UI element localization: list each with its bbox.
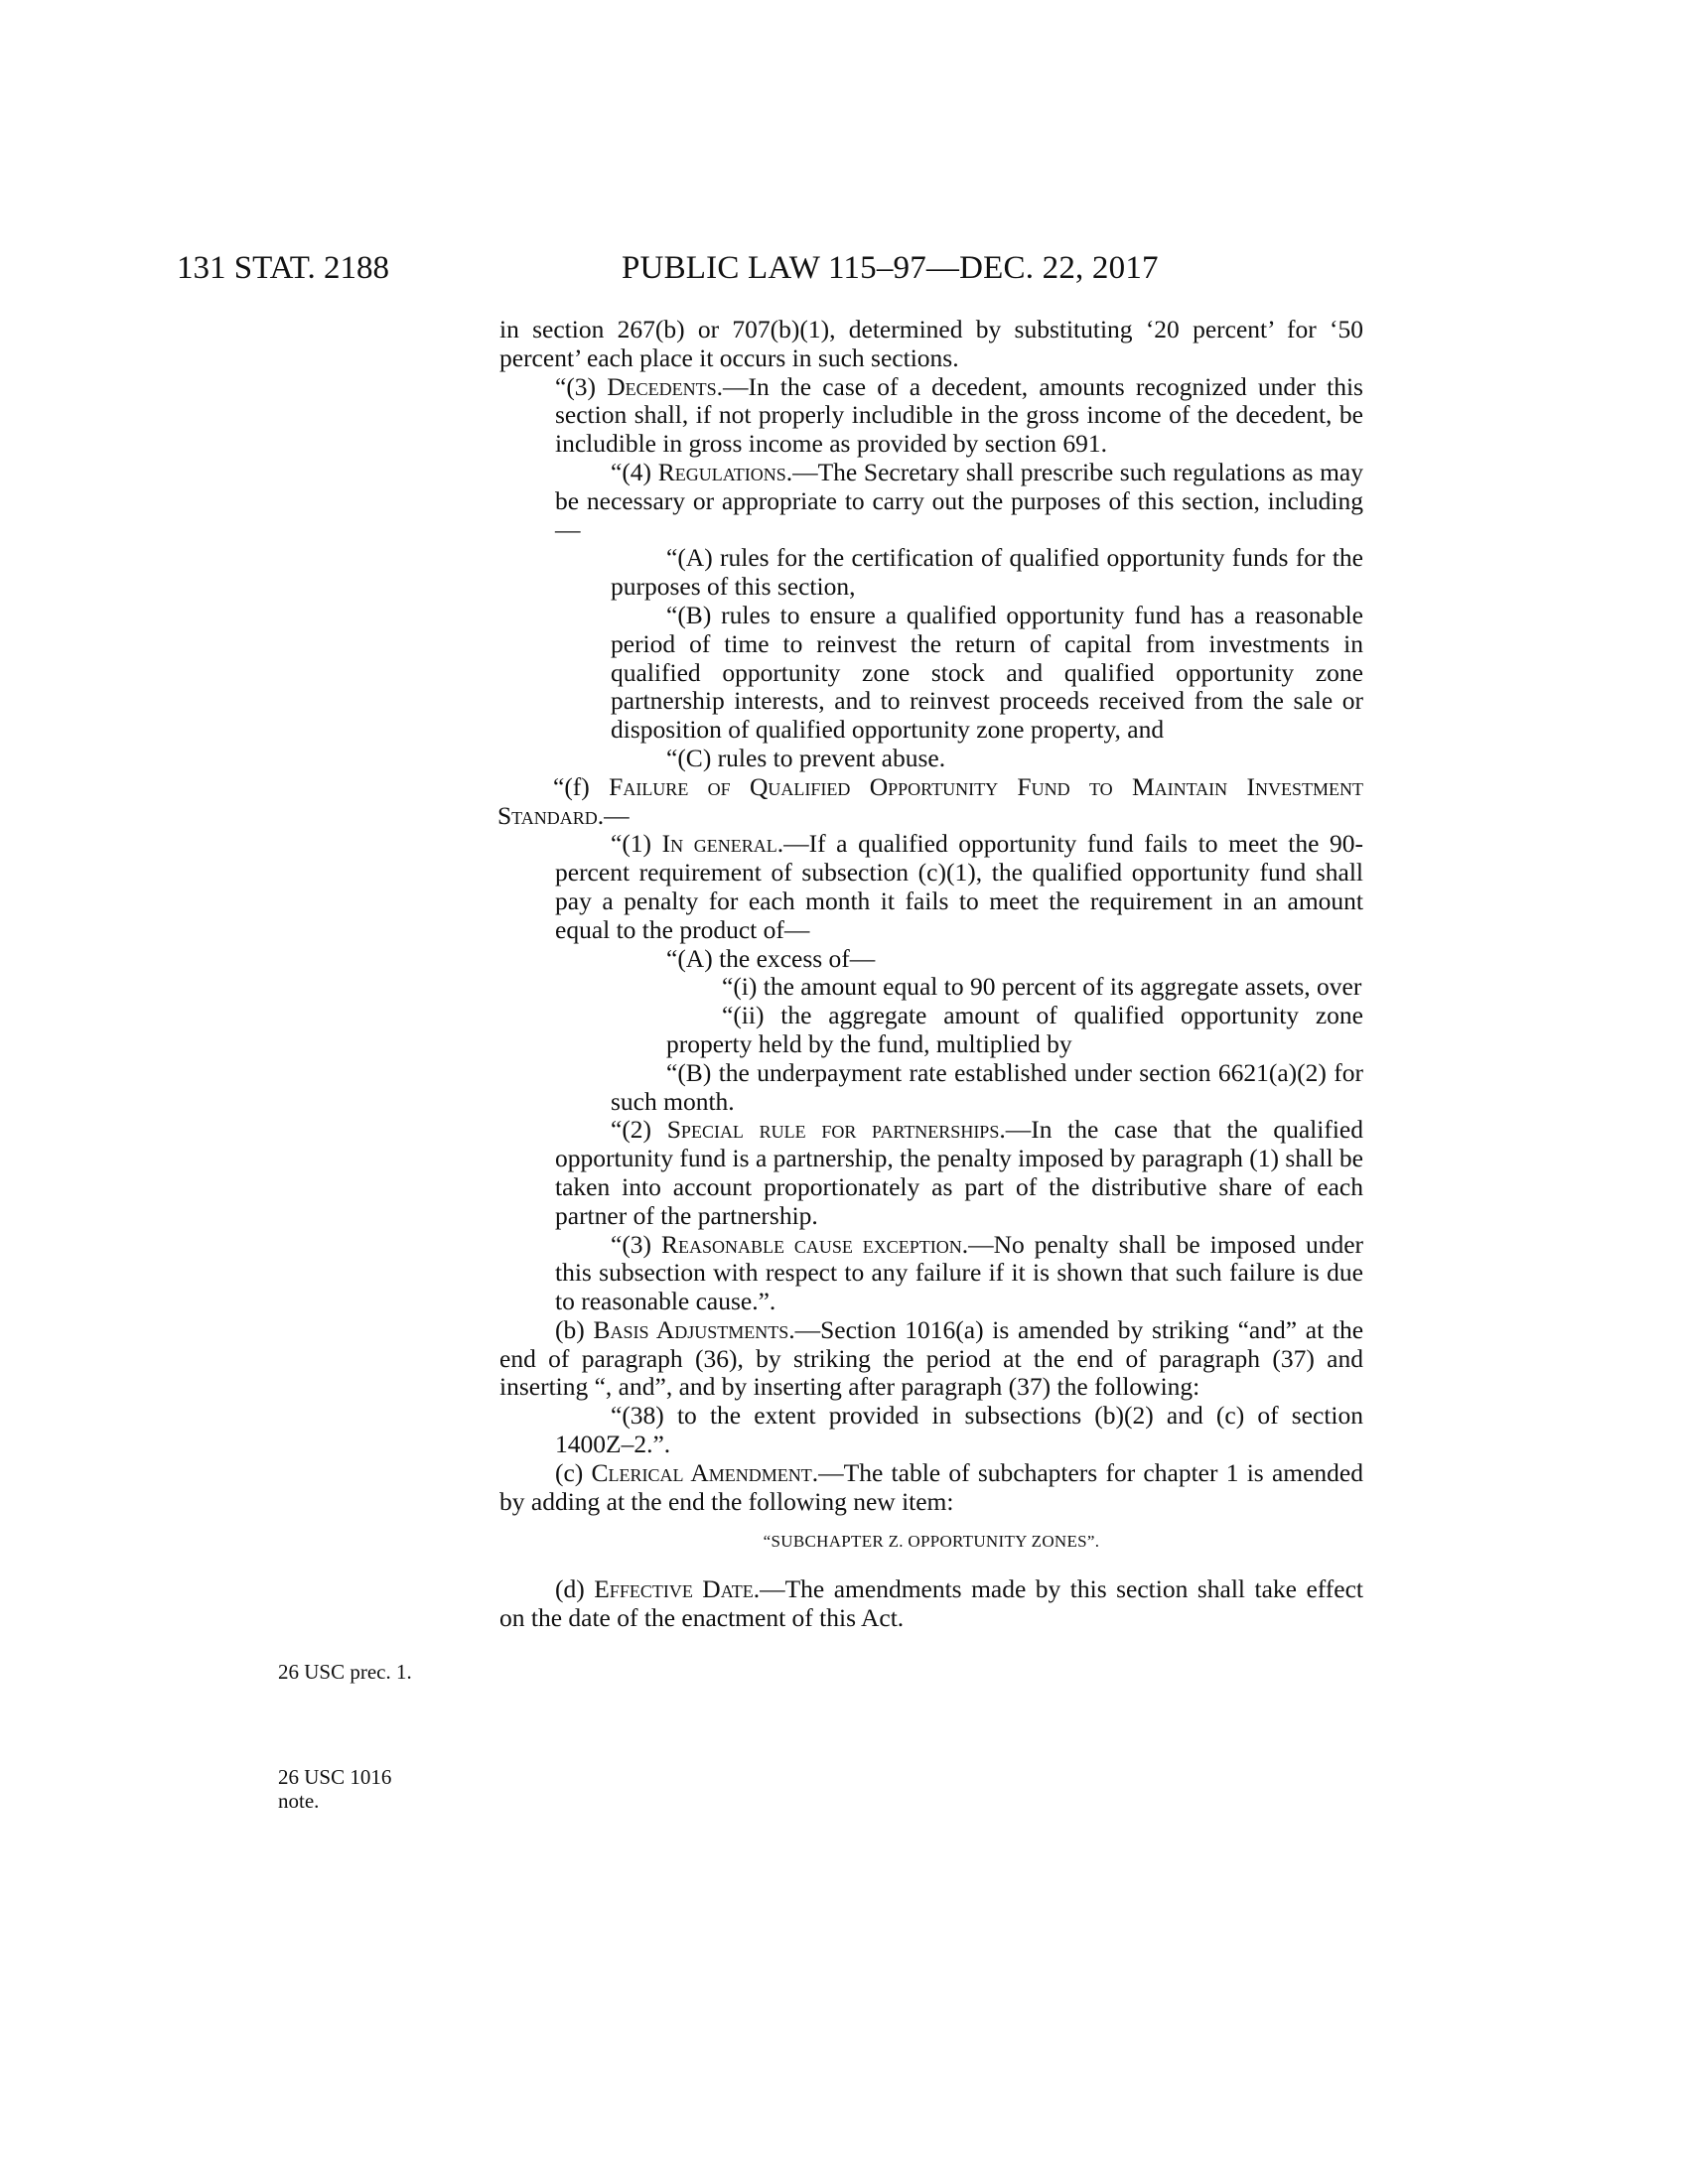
para-lead: “(1): [611, 829, 662, 859]
statute-citation: 131 STAT. 2188: [177, 250, 390, 286]
para-lead: “(2): [611, 1115, 667, 1145]
subparagraph-a: “(A) rules for the certification of qualified opportunity funds for the purposes of this section,: [611, 543, 1363, 602]
paragraph-decedents: [499, 373, 1363, 459]
subparagraph-c: “(C) rules to prevent abuse.: [666, 743, 946, 772]
subsection-d: [499, 1575, 1363, 1633]
body-text: [499, 316, 1363, 1633]
para-body: .—No penalty shall be imposed under this subsection with respect to any failure if it is shown that such failure is due to reasonable cause.”.: [555, 1229, 1363, 1316]
margin-note-usc-prec: 26 USC prec. 1.: [278, 1660, 412, 1684]
para-heading: Failure of Qualified Opportunity Fund to Maintain Investment Standard: [497, 771, 1364, 830]
para-heading: Regulations: [657, 457, 786, 486]
para-lead: (b): [555, 1314, 594, 1344]
para-lead: “(f): [553, 771, 610, 801]
para-lead: “(3): [611, 1229, 661, 1259]
para-lead: “(3): [555, 371, 608, 401]
paragraph-38: “(38) to the extent provided in subsections (b)(2) and (c) of section 1400Z–2.”.: [555, 1401, 1363, 1459]
public-law-title: PUBLIC LAW 115–97—DEC. 22, 2017: [622, 250, 1159, 286]
para-heading: Reasonable cause exception: [660, 1229, 962, 1259]
para-heading: In general: [661, 829, 777, 859]
subchapter-item: “SUBCHAPTER Z. OPPORTUNITY ZONES”.: [763, 1532, 1100, 1552]
subsection-b: [499, 1316, 1363, 1402]
para-heading: Clerical Amendment: [591, 1457, 812, 1487]
subparagraph-a-excess: “(A) the excess of—: [666, 943, 876, 973]
para-body: .—The table of subchapters for chapter 1 is amended by adding at the end the following new item:: [499, 1457, 1363, 1516]
paragraph-regulations: [499, 459, 1363, 544]
para-body: .—In the case that the qualified opportunity fund is a partnership, the penalty imposed by paragraph (1) shall be taken into account proportionately as part of the distributive share of each partner of the partnership.: [555, 1115, 1363, 1230]
para-body: .—The Secretary shall prescribe such regulations as may be necessary or appropriate to carry out the purposes of this section, including—: [555, 457, 1364, 544]
margin-note-line: 26 USC 1016: [278, 1765, 392, 1789]
para-body: .—Section 1016(a) is amended by striking “and” at the end of paragraph (36), by striking the period at the end of paragraph (37) and inserting “, and”, and by inserting after paragraph (37) the following:: [499, 1314, 1364, 1402]
clause-ii: “(ii) the aggregate amount of qualified opportunity zone property held by the fund, multiplied by: [666, 1001, 1363, 1058]
page-header: [177, 246, 1368, 290]
para-heading: Basis Adjustments: [593, 1314, 789, 1344]
margin-note-line: note.: [278, 1789, 320, 1813]
paragraph-reasonable-cause: [499, 1231, 1363, 1316]
paragraph: in section 267(b) or 707(b)(1), determined by substituting ‘20 percent’ for ‘50 percent’ each place it occurs in such sections.: [499, 315, 1363, 372]
para-body: .—In the case of a decedent, amounts recognized under this section shall, if not properly includible in the gross income of the decedent, be includible in gross income as provided by section 691.: [555, 371, 1363, 459]
paragraph-in-general: [499, 830, 1363, 944]
paragraph-special-rule: [499, 1116, 1363, 1230]
para-lead: “(4): [611, 457, 658, 486]
para-heading: Effective Date: [594, 1574, 754, 1604]
margin-note-usc-1016: [278, 1765, 477, 1813]
para-lead: (d): [555, 1574, 595, 1604]
para-heading: Decedents: [607, 371, 717, 401]
subsection-f: [497, 773, 1363, 831]
subparagraph-b-rate: “(B) the underpayment rate established under section 6621(a)(2) for such month.: [611, 1057, 1363, 1116]
para-lead: (c): [555, 1457, 592, 1487]
clause-i: “(i) the amount equal to 90 percent of its aggregate assets, over: [722, 972, 1362, 1002]
para-body: .—: [597, 800, 630, 830]
para-heading: Special rule for partnerships: [666, 1115, 1000, 1145]
para-body: .—If a qualified opportunity fund fails to meet the 90-percent requirement of subsection (c)(1), the qualified opportunity fund shall pay a penalty for each month it fails to meet the requirement in an amount equal to the product of—: [555, 829, 1363, 944]
subparagraph-b: “(B) rules to ensure a qualified opportunity fund has a reasonable period of time to reinvest the return of capital from investments in qualified opportunity zone stock and qualified opportunity zone partnership interests, and to reinvest proceeds received from the sale or disposition of qualified opportunity zone property, and: [611, 600, 1363, 745]
para-body: .—The amendments made by this section shall take effect on the date of the enactment of this Act.: [499, 1574, 1364, 1633]
subsection-c: [499, 1459, 1363, 1517]
